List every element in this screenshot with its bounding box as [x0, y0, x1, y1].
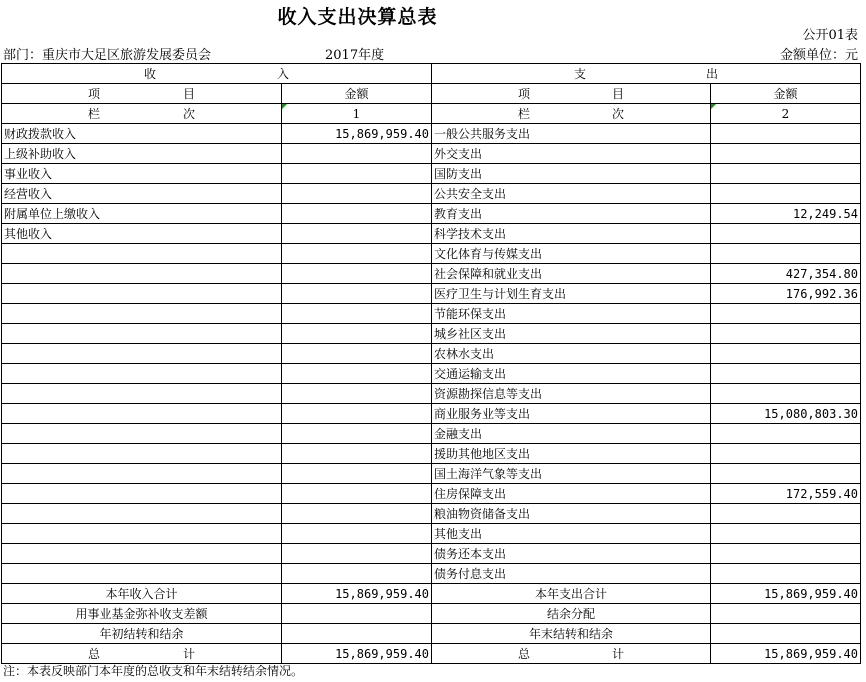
income-item-label [2, 464, 282, 484]
expense-item-amount [711, 184, 861, 204]
income-item-amount [282, 144, 432, 164]
expense-item-amount: 176,992.36 [711, 284, 861, 304]
expense-item-label: 医疗卫生与计划生育支出 [432, 284, 711, 304]
expense-item-amount [711, 164, 861, 184]
section-header-row [2, 64, 861, 84]
income-item-amount [282, 164, 432, 184]
income-section-header: 收 入 [2, 64, 432, 84]
grand-total-expense-label: 总 计 [432, 644, 711, 664]
income-item-amount [282, 184, 432, 204]
table-row [2, 544, 861, 564]
budget-summary-table [1, 63, 861, 664]
begin-carryover-amount [282, 624, 432, 644]
expense-item-amount [711, 384, 861, 404]
expense-item-label: 一般公共服务支出 [432, 124, 711, 144]
expense-item-amount [711, 324, 861, 344]
income-item-label [2, 244, 282, 264]
expense-item-header: 项 目 [432, 84, 711, 104]
income-total-amount: 15,869,959.40 [282, 584, 432, 604]
income-item-label [2, 324, 282, 344]
income-item-label [2, 564, 282, 584]
grand-total-row [2, 644, 861, 664]
income-item-label: 其他收入 [2, 224, 282, 244]
income-item-amount [282, 564, 432, 584]
expense-item-amount [711, 124, 861, 144]
end-carryover-amount [711, 624, 861, 644]
department-label: 部门：重庆市大足区旅游发展委员会 [3, 48, 212, 63]
expense-item-label: 社会保障和就业支出 [432, 264, 711, 284]
income-item-label: 上级补助收入 [2, 144, 282, 164]
income-item-amount [282, 224, 432, 244]
expense-item-amount: 15,080,803.30 [711, 404, 861, 424]
expense-item-label: 科学技术支出 [432, 224, 711, 244]
expense-item-label: 农林水支出 [432, 344, 711, 364]
expense-item-amount [711, 564, 861, 584]
income-item-label: 经营收入 [2, 184, 282, 204]
income-item-amount [282, 544, 432, 564]
footnote: 注：本表反映部门本年度的总收支和年末结转结余情况。 [3, 664, 304, 678]
table-row [2, 404, 861, 424]
expense-item-label: 商业服务业等支出 [432, 404, 711, 424]
expense-item-amount [711, 364, 861, 384]
expense-total-amount: 15,869,959.40 [711, 584, 861, 604]
expense-item-amount [711, 524, 861, 544]
expense-item-label: 文化体育与传媒支出 [432, 244, 711, 264]
column-header-row [2, 84, 861, 104]
expense-item-amount: 172,559.40 [711, 484, 861, 504]
expense-item-label: 公共安全支出 [432, 184, 711, 204]
expense-item-label: 国土海洋气象等支出 [432, 464, 711, 484]
income-item-amount [282, 344, 432, 364]
fund-amount [282, 604, 432, 624]
expense-item-amount [711, 504, 861, 524]
income-item-label [2, 284, 282, 304]
income-item-label [2, 484, 282, 504]
income-item-amount [282, 204, 432, 224]
income-item-label [2, 364, 282, 384]
end-carryover-label: 年末结转和结余 [432, 624, 711, 644]
expense-section-header: 支 出 [432, 64, 861, 84]
expense-item-label: 援助其他地区支出 [432, 444, 711, 464]
income-item-label [2, 384, 282, 404]
income-item-amount [282, 324, 432, 344]
expense-item-label: 节能环保支出 [432, 304, 711, 324]
expense-amount-header: 金额 [711, 84, 861, 104]
grand-total-income: 15,869,959.40 [282, 644, 432, 664]
expense-total-label: 本年支出合计 [432, 584, 711, 604]
expense-item-amount [711, 144, 861, 164]
income-item-amount [282, 264, 432, 284]
surplus-label: 结余分配 [432, 604, 711, 624]
expense-item-label: 教育支出 [432, 204, 711, 224]
expense-item-label: 金融支出 [432, 424, 711, 444]
income-item-amount [282, 524, 432, 544]
income-item-amount [282, 304, 432, 324]
table-row [2, 384, 861, 404]
income-item-amount [282, 504, 432, 524]
table-row [2, 224, 861, 244]
expense-item-amount: 12,249.54 [711, 204, 861, 224]
income-item-label [2, 344, 282, 364]
expense-item-label: 资源勘探信息等支出 [432, 384, 711, 404]
expense-item-label: 住房保障支出 [432, 484, 711, 504]
fiscal-year: 2017年度 [325, 48, 385, 63]
income-item-amount [282, 444, 432, 464]
income-item-label [2, 404, 282, 424]
expense-column-label: 栏 次 [432, 104, 711, 124]
expense-item-label: 外交支出 [432, 144, 711, 164]
income-item-amount [282, 284, 432, 304]
table-row [2, 324, 861, 344]
expense-item-amount [711, 424, 861, 444]
table-row [2, 484, 861, 504]
income-item-label [2, 544, 282, 564]
currency-unit: 金额单位：元 [779, 48, 858, 63]
income-item-amount: 15,869,959.40 [282, 124, 432, 144]
income-item-label [2, 264, 282, 284]
table-row [2, 124, 861, 144]
table-row [2, 444, 861, 464]
income-item-label [2, 304, 282, 324]
income-item-label: 附属单位上缴收入 [2, 204, 282, 224]
table-row [2, 524, 861, 544]
income-item-amount [282, 464, 432, 484]
table-row [2, 204, 861, 224]
table-row [2, 564, 861, 584]
table-row [2, 244, 861, 264]
carryover-row [2, 624, 861, 644]
fund-label: 用事业基金弥补收支差额 [2, 604, 282, 624]
expense-item-label: 交通运输支出 [432, 364, 711, 384]
income-item-label [2, 444, 282, 464]
expense-item-amount [711, 344, 861, 364]
column-number-row [2, 104, 861, 124]
income-amount-header: 金额 [282, 84, 432, 104]
expense-item-amount [711, 444, 861, 464]
expense-item-amount [711, 464, 861, 484]
table-row [2, 464, 861, 484]
income-item-amount [282, 484, 432, 504]
income-item-amount [282, 404, 432, 424]
begin-carryover-label: 年初结转和结余 [2, 624, 282, 644]
table-row [2, 164, 861, 184]
table-row [2, 504, 861, 524]
table-row [2, 304, 861, 324]
surplus-amount [711, 604, 861, 624]
grand-total-expense: 15,869,959.40 [711, 644, 861, 664]
table-row [2, 184, 861, 204]
form-number: 公开01表 [802, 28, 858, 43]
expense-item-amount [711, 224, 861, 244]
income-item-label: 财政拨款收入 [2, 124, 282, 144]
income-item-label: 事业收入 [2, 164, 282, 184]
table-row [2, 144, 861, 164]
expense-item-label: 债务付息支出 [432, 564, 711, 584]
expense-item-label: 城乡社区支出 [432, 324, 711, 344]
grand-total-income-label: 总 计 [2, 644, 282, 664]
income-item-label [2, 424, 282, 444]
income-item-header: 项 目 [2, 84, 282, 104]
income-item-amount [282, 384, 432, 404]
income-item-amount [282, 364, 432, 384]
table-row [2, 364, 861, 384]
income-item-label [2, 524, 282, 544]
income-total-label: 本年收入合计 [2, 584, 282, 604]
income-item-label [2, 504, 282, 524]
page-title: 收入支出决算总表 [277, 6, 438, 28]
expense-item-label: 其他支出 [432, 524, 711, 544]
expense-item-label: 债务还本支出 [432, 544, 711, 564]
expense-item-amount [711, 244, 861, 264]
fund-surplus-row [2, 604, 861, 624]
expense-item-label: 国防支出 [432, 164, 711, 184]
expense-item-amount [711, 304, 861, 324]
income-item-amount [282, 244, 432, 264]
expense-item-amount [711, 544, 861, 564]
income-column-number: 1 [282, 104, 432, 124]
table-row [2, 344, 861, 364]
expense-item-label: 粮油物资储备支出 [432, 504, 711, 524]
expense-item-amount: 427,354.80 [711, 264, 861, 284]
table-row [2, 424, 861, 444]
expense-column-number: 2 [711, 104, 861, 124]
table-row [2, 264, 861, 284]
table-row [2, 284, 861, 304]
income-item-amount [282, 424, 432, 444]
annual-total-row [2, 584, 861, 604]
income-column-label: 栏 次 [2, 104, 282, 124]
